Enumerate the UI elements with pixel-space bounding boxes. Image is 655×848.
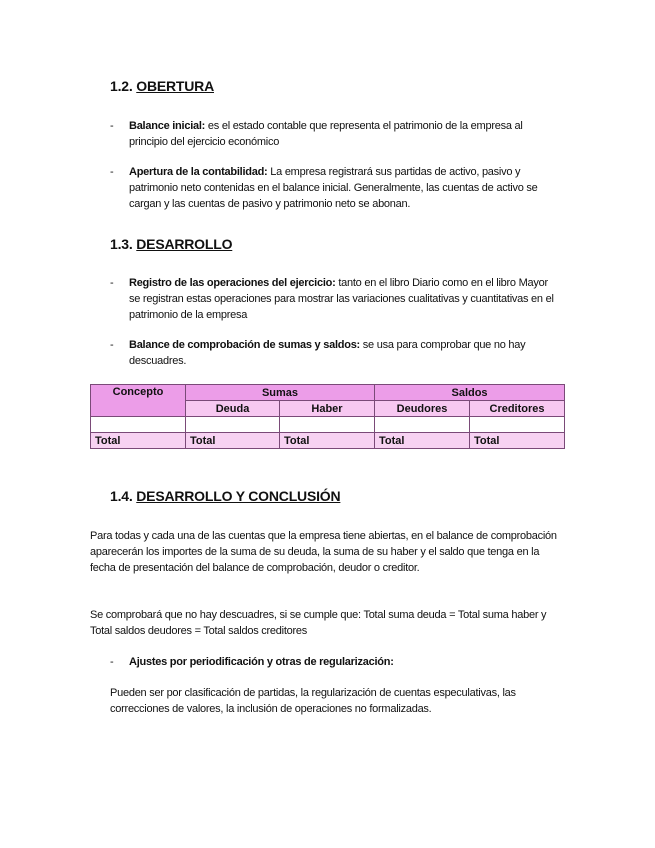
heading-desarrollo-number: 1.3. [110, 236, 133, 252]
header-deudores: Deudores [375, 401, 470, 417]
header-saldos: Saldos [375, 385, 565, 401]
bullet-text: La empresa registrará sus partidas de activo, pasivo y patrimonio neto contenidas en el balance inicial. Generalmente, las cuentas de activo se cargan y las cuentas de pasivo y patrimonio neto se abonan. [129, 166, 538, 210]
header-deuda: Deuda [186, 401, 280, 417]
bullet-balance-inicial [129, 118, 561, 150]
header-haber: Haber [280, 401, 375, 417]
total-cell: Total [470, 433, 565, 449]
paragraph-descuadres: Se comprobará que no hay descuadres, si se cumple que: Total suma deuda = Total suma haber y Total saldos deudores = Total saldos creditores [90, 609, 547, 637]
bullet-marker: - [110, 277, 114, 289]
bullet-registro-operaciones [129, 275, 561, 323]
heading-apertura-number: 1.2. [110, 78, 133, 94]
heading-conclusion-title: DESARROLLO Y CONCLUSIÓN [136, 488, 341, 504]
header-concepto: Concepto [91, 385, 186, 417]
bullet-marker: - [110, 166, 114, 178]
bullet-ajustes [129, 654, 561, 670]
total-cell: Total [186, 433, 280, 449]
paragraph-ajustes: Pueden ser por clasificación de partidas, la regularización de cuentas especulativas, las correcciones de valores, la inclusión de operaciones no formalizadas. [110, 687, 516, 715]
bullet-term: Balance inicial: [129, 120, 206, 132]
bullet-text: se usa para comprobar que no hay descuadres. [129, 339, 526, 367]
bullet-marker: - [110, 339, 114, 351]
bullet-term: Balance de comprobación de sumas y saldos: [129, 339, 360, 351]
heading-apertura-title: OBERTURA [136, 78, 214, 94]
heading-desarrollo [110, 236, 232, 252]
bullet-balance-comprobacion [129, 337, 561, 369]
bullet-marker: - [110, 656, 114, 668]
bullet-marker: - [110, 120, 114, 132]
table-row [91, 417, 565, 433]
bullet-term: Ajustes por periodificación y otras de regularización: [129, 656, 394, 668]
table-total-row [91, 433, 565, 449]
bullet-text: tanto en el libro Diario como en el libro Mayor se registran estas operaciones para mostrar las variaciones cualitativas y cuantitativas en el patrimonio de la empresa [129, 277, 554, 321]
table-header-row [91, 385, 565, 401]
table-cell [280, 417, 375, 433]
table-cell [375, 417, 470, 433]
heading-conclusion-number: 1.4. [110, 488, 133, 504]
total-cell: Total [280, 433, 375, 449]
balance-table [90, 384, 565, 449]
total-cell: Total [91, 433, 186, 449]
bullet-apertura-contabilidad [129, 164, 561, 212]
table-cell [186, 417, 280, 433]
bullet-term: Registro de las operaciones del ejercicio: [129, 277, 336, 289]
bullet-term: Apertura de la contabilidad: [129, 166, 268, 178]
header-creditores: Creditores [470, 401, 565, 417]
table-cell [91, 417, 186, 433]
paragraph-cuentas: Para todas y cada una de las cuentas que la empresa tiene abiertas, en el balance de comprobación aparecerán los importes de la suma de su deuda, la suma de su haber y el saldo que tenga en la fecha de presentación del balance de comprobación, deudor o creditor. [90, 530, 557, 574]
header-sumas: Sumas [186, 385, 375, 401]
heading-conclusion [110, 488, 340, 504]
heading-desarrollo-title: DESARROLLO [136, 236, 233, 252]
table-cell [470, 417, 565, 433]
heading-apertura [110, 78, 214, 94]
total-cell: Total [375, 433, 470, 449]
bullet-text: es el estado contable que representa el patrimonio de la empresa al principio del ejercicio económico [129, 120, 523, 148]
